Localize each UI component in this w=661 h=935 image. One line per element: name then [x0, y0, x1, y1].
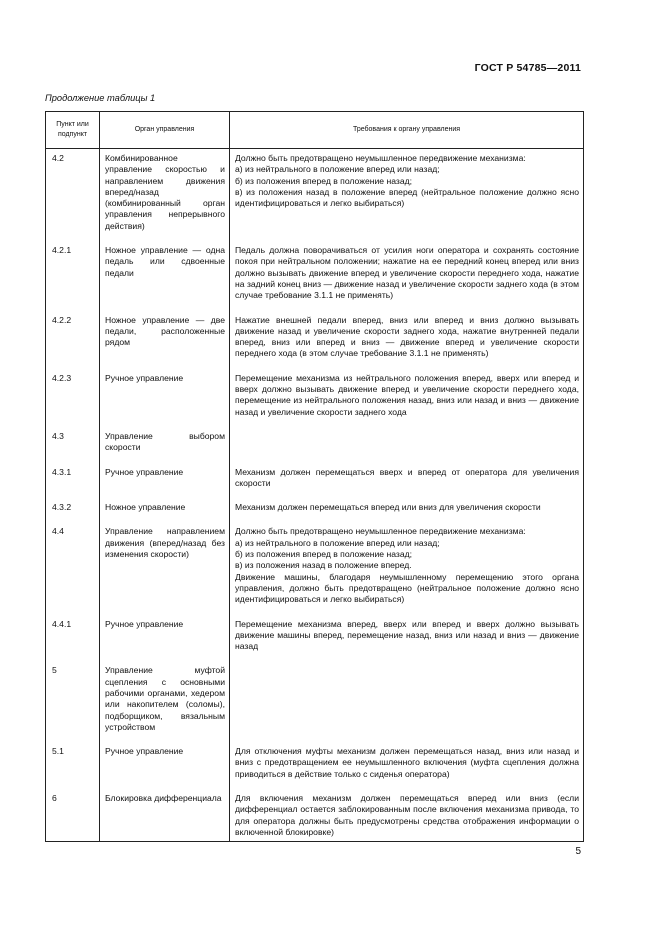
column-header-requirements: Требования к органу управления [230, 112, 584, 149]
table-row [46, 792, 584, 842]
row-requirement: Должно быть предотвращено неумышленное передвижение механизма: а) из нейтрального в положение вперед или назад; б) из положения вперед в положение назад; в) из положения назад в положение вперед (нейтральное положение должно ясно идентифицироваться и легко выбираться) [230, 149, 584, 245]
table-row [46, 525, 584, 617]
row-requirement: Нажатие внешней педали вперед, вниз или вперед и вниз должно вызывать движение назад и увеличение скорости заднего хода, нажатие внутренней педали вперед, вниз или вперед и вниз — движение вперед и увеличение скорости переднего хода (в этом случае требование 3.1.1 не применять) [230, 314, 584, 372]
row-control: Управление направлением движения (вперед/назад без изменения скорости) [100, 525, 230, 617]
table-caption: Продолжение таблицы 1 [45, 93, 156, 103]
row-number: 5.1 [46, 745, 100, 792]
row-number: 4.2.1 [46, 244, 100, 313]
row-number: 6 [46, 792, 100, 842]
table-row [46, 466, 584, 502]
column-header-control: Орган управления [100, 112, 230, 149]
page-number: 5 [575, 846, 581, 857]
row-control: Блокировка дифференциала [100, 792, 230, 842]
row-requirement: Педаль должна поворачиваться от усилия ноги оператора и сохранять состояние покоя при нейтральном положении; нажатие на ее передний конец вперед или вниз должно вызывать движение вперед и увеличение скорости переднего хода, нажатие на задний конец вниз — движение назад и увеличение скорости заднего хода (в этом случае требование 3.1.1 не применять) [230, 244, 584, 313]
table-row [46, 745, 584, 792]
row-requirement [230, 664, 584, 745]
row-control: Ручное управление [100, 618, 230, 665]
row-control: Управление муфтой сцепления с основными рабочими органами, хедером или накопителем (соломы), подборщиком, вязальным устройством [100, 664, 230, 745]
row-control: Ручное управление [100, 745, 230, 792]
row-requirement: Для включения механизм должен перемещаться вперед или вниз (если дифференциал остается заблокированным после включения механизма привода, то для оператора должны быть предусмотрены средства отображения информации о включенной блокировке) [230, 792, 584, 842]
row-number: 4.3.1 [46, 466, 100, 502]
row-number: 4.4 [46, 525, 100, 617]
row-control: Ручное управление [100, 466, 230, 502]
table-row [46, 664, 584, 745]
row-control: Управление выбором скорости [100, 430, 230, 466]
row-number: 4.2 [46, 149, 100, 245]
table-row [46, 618, 584, 665]
table-header-row [46, 112, 584, 149]
row-number: 4.3 [46, 430, 100, 466]
row-control: Ручное управление [100, 372, 230, 430]
row-number: 4.3.2 [46, 501, 100, 525]
column-header-item: Пункт или подпункт [46, 112, 100, 149]
row-requirement: Механизм должен перемещаться вверх и вперед от оператора для увеличения скорости [230, 466, 584, 502]
table-row [46, 430, 584, 466]
row-requirement: Перемещение механизма вперед, вверх или вперед и вверх должно вызывать движение машины вперед, перемещение назад, вниз или назад и вниз — движение назад [230, 618, 584, 665]
row-control: Ножное управление — две педали, расположенные рядом [100, 314, 230, 372]
row-requirement: Перемещение механизма из нейтрального положения вперед, вверх или вперед и вверх должно вызывать движение вперед и увеличение скорости переднего хода, перемещение из нейтрального положения назад, вниз или назад и вниз — движение назад и увеличение скорости заднего хода [230, 372, 584, 430]
table-row [46, 244, 584, 313]
requirements-table [45, 111, 584, 842]
row-requirement: Механизм должен перемещаться вперед или вниз для увеличения скорости [230, 501, 584, 525]
table-row [46, 149, 584, 245]
row-requirement [230, 430, 584, 466]
row-number: 5 [46, 664, 100, 745]
row-requirement: Для отключения муфты механизм должен перемещаться назад, вниз или назад и вниз с предотвращением ее неумышленного включения (муфта сцепления должна приводиться в действие только с сиденья оператора) [230, 745, 584, 792]
row-control: Ножное управление — одна педаль или сдвоенные педали [100, 244, 230, 313]
row-requirement: Должно быть предотвращено неумышленное передвижение механизма: а) из нейтрального в положение вперед или назад; б) из положения вперед в положение назад; в) из положения назад в положение вперед. Движение машины, благодаря неумышленному перемещению этого органа управления, должно быть предотвращено (нейтральное положение должно ясно идентифицироваться и легко выбираться) [230, 525, 584, 617]
row-control: Ножное управление [100, 501, 230, 525]
table-row [46, 314, 584, 372]
row-number: 4.2.3 [46, 372, 100, 430]
table-row [46, 501, 584, 525]
document-code: ГОСТ Р 54785—2011 [474, 62, 581, 74]
row-number: 4.2.2 [46, 314, 100, 372]
table-row [46, 372, 584, 430]
row-number: 4.4.1 [46, 618, 100, 665]
row-control: Комбинированное управление скоростью и направлением движения вперед/назад (комбинированный орган управления непрерывного действия) [100, 149, 230, 245]
